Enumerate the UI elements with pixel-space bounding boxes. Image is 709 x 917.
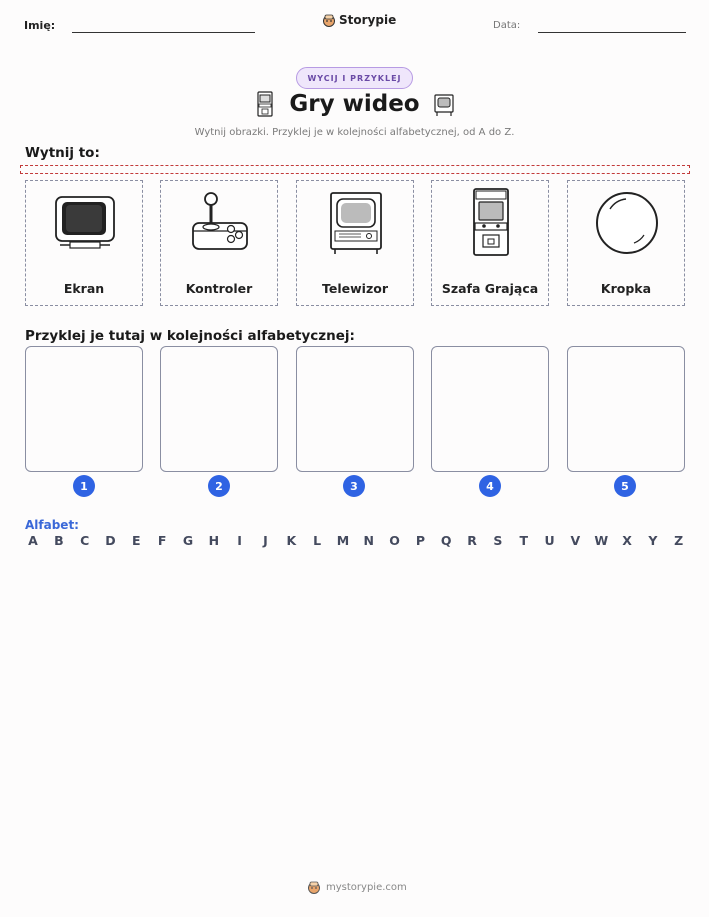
paste-heading: Przyklej je tutaj w kolejności alfabetycznej:: [25, 328, 355, 344]
alphabet-letter: V: [570, 533, 581, 548]
cut-card-kontroler[interactable]: [160, 180, 278, 306]
card-label: Kontroler: [185, 281, 253, 296]
alphabet-letter: H: [208, 533, 220, 548]
tv-icon: [321, 187, 391, 257]
alphabet-letter: F: [157, 533, 167, 548]
cut-card-szafa-grajaca[interactable]: [431, 180, 549, 306]
card-label: Szafa Grająca: [441, 281, 539, 296]
date-line: [538, 32, 686, 33]
number-badge-3: 3: [343, 475, 365, 497]
alphabet-letter: P: [415, 533, 425, 548]
alphabet-letter: G: [182, 533, 194, 548]
footer: [307, 880, 407, 894]
number-badge-1: 1: [73, 475, 95, 497]
card-label: Telewizor: [322, 281, 388, 296]
arcade-cabinet-icon: [456, 187, 526, 257]
alphabet-title: Alfabet:: [25, 518, 79, 532]
alphabet-letter: S: [493, 533, 503, 548]
title-row: [0, 91, 709, 117]
alphabet-letter: Y: [648, 533, 658, 548]
cut-heading: Wytnij to:: [25, 145, 100, 161]
footer-url: mystorypie.com: [326, 881, 407, 893]
brand-logo: [322, 13, 396, 27]
cut-card-telewizor[interactable]: [296, 180, 414, 306]
number-badge-5: 5: [614, 475, 636, 497]
cut-line: [20, 165, 690, 174]
alphabet-letter: T: [519, 533, 528, 548]
alphabet-letter: E: [132, 533, 141, 548]
alphabet-letter: K: [286, 533, 297, 548]
instructions: Wytnij obrazki. Przyklej je w kolejności alfabetycznej, od A do Z.: [194, 127, 515, 138]
arcade-cabinet-icon: [255, 91, 275, 117]
alphabet-letter: N: [363, 533, 374, 548]
alphabet-letter: W: [594, 533, 609, 548]
name-label: Imię:: [24, 19, 56, 32]
alphabet-letter: I: [237, 533, 242, 548]
page-title: Gry wideo: [289, 91, 420, 117]
cut-card-kropka[interactable]: [567, 180, 685, 306]
brand-name: Storypie: [339, 13, 397, 27]
date-label: Data:: [493, 20, 521, 31]
alphabet-letter: B: [54, 533, 64, 548]
alphabet-letter: O: [389, 533, 400, 548]
alphabet-letter: Z: [674, 533, 684, 548]
paste-box-4[interactable]: [431, 346, 549, 472]
alphabet-letter: A: [28, 533, 38, 548]
paste-box-5[interactable]: [567, 346, 685, 472]
alphabet-letter: L: [313, 533, 322, 548]
alphabet-letter: J: [263, 533, 268, 548]
card-label: Ekran: [63, 281, 105, 296]
paste-box-3[interactable]: [296, 346, 414, 472]
alphabet-letter: D: [105, 533, 116, 548]
tv-icon: [434, 91, 454, 117]
paste-box-2[interactable]: [160, 346, 278, 472]
joystick-icon: [185, 187, 255, 257]
name-line: [72, 32, 255, 33]
number-badge-2: 2: [208, 475, 230, 497]
pie-mascot-icon: [322, 13, 336, 27]
sphere-icon: [592, 187, 662, 257]
alphabet-letter: C: [80, 533, 90, 548]
number-badge-4: 4: [479, 475, 501, 497]
paste-box-1[interactable]: [25, 346, 143, 472]
monitor-icon: [50, 187, 120, 257]
pie-mascot-icon: [307, 880, 321, 894]
activity-badge: WYCIJ I PRZYKLEJ: [296, 67, 413, 89]
alphabet-letter: R: [467, 533, 477, 548]
cut-card-ekran[interactable]: [25, 180, 143, 306]
alphabet-letter: U: [544, 533, 555, 548]
alphabet-letter: X: [622, 533, 632, 548]
alphabet-letter: M: [336, 533, 350, 548]
alphabet-row: [26, 533, 686, 548]
alphabet-letter: Q: [440, 533, 452, 548]
card-label: Kropka: [600, 281, 652, 296]
